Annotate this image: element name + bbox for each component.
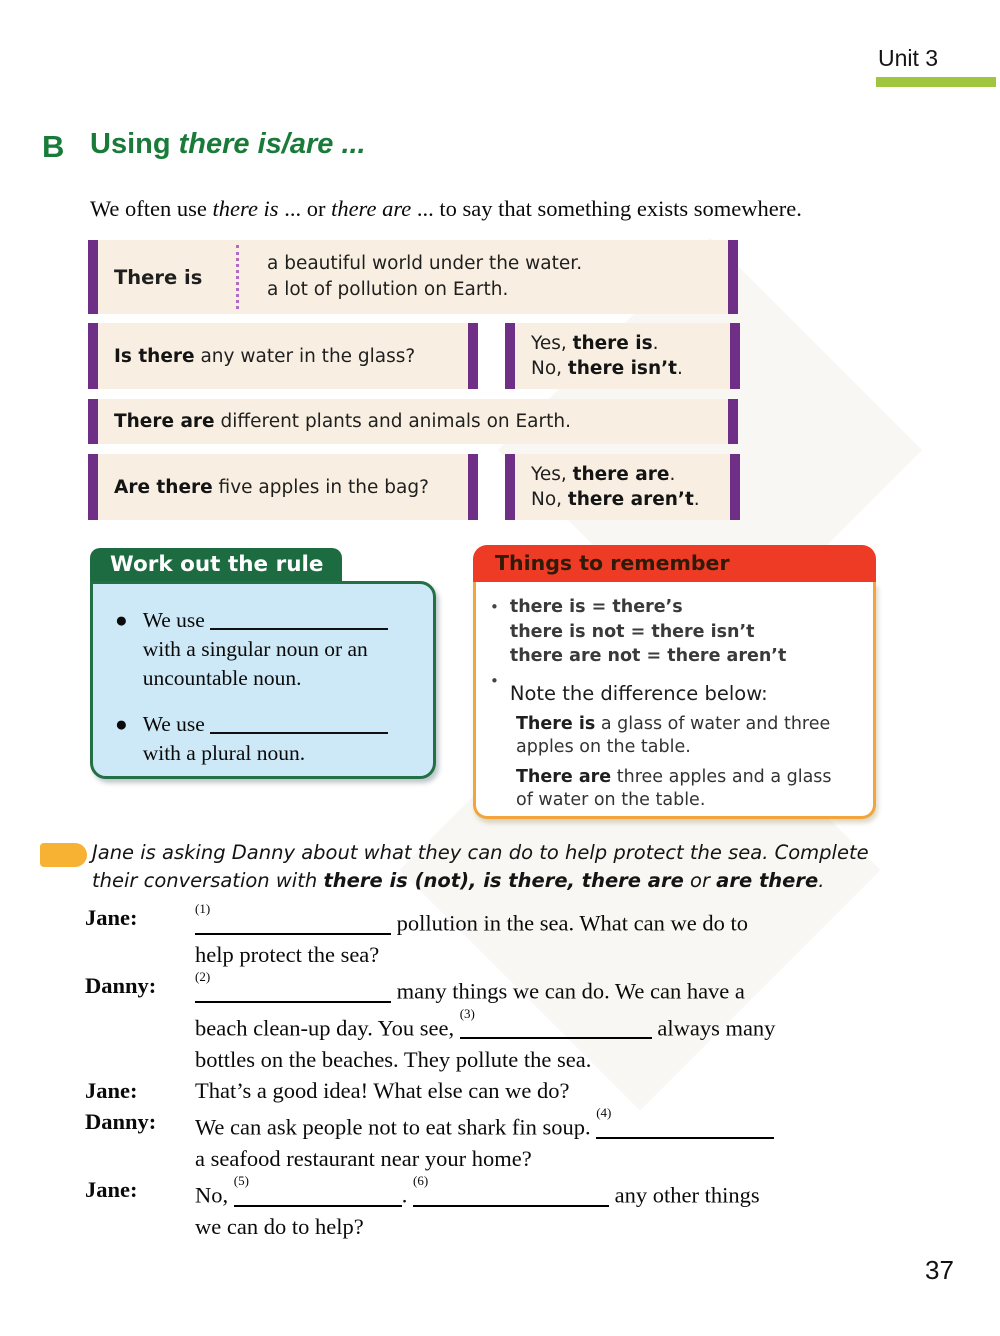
page-number: 37 <box>925 1255 954 1285</box>
dialogue-row: beach clean-up day. You see, $^{(3)}$ always many <box>85 1007 935 1044</box>
exercise-instruction: Jane is asking Danny about what they can do to help protect the sea. Complete their conversation with there is (not), is there, there are or are there. <box>92 841 869 892</box>
example-line: a beautiful world under the water. <box>267 253 583 274</box>
grammar-row-there-are: There are different plants and animals on Earth. <box>88 399 738 444</box>
contraction-line: there is = there’s <box>509 597 683 617</box>
bullet-dot: ● <box>115 712 128 736</box>
purple-bar <box>88 240 98 314</box>
purple-bar <box>728 240 738 314</box>
speaker-label: Danny: <box>85 1109 157 1135</box>
speaker-label: Jane: <box>85 1077 138 1103</box>
dialogue-row: Jane: $^{(1)}$ pollution in the sea. What can we do to <box>85 902 935 939</box>
work-out-rule-header: Work out the rule <box>90 548 342 581</box>
blank-number: (6) <box>413 1173 429 1189</box>
speaker-label: Jane: <box>85 1177 138 1203</box>
grammar-row-there-is <box>88 240 738 314</box>
dotted-divider <box>236 245 239 309</box>
bullet-dot: ● <box>115 608 128 632</box>
bullet-dot: • <box>490 671 499 690</box>
answer-blank-4[interactable] <box>596 1115 774 1139</box>
answer-blank-1[interactable] <box>195 911 391 935</box>
purple-bar <box>505 454 515 520</box>
contraction-list <box>490 595 847 669</box>
note-title: Note the difference below: <box>509 681 768 705</box>
blank-number: (2) <box>195 969 211 985</box>
grammar-row-are-there: Are there five apples in the bag? <box>88 454 478 520</box>
dialogue-row: Danny: We can ask people not to eat shark fin soup. $^{(4)}$ <box>85 1106 935 1143</box>
grammar-row-is-there: Is there any water in the glass? <box>88 323 478 389</box>
note-sentence: There are three apples and a glass of water on the table. <box>516 766 832 810</box>
speaker-label: Jane: <box>85 905 138 930</box>
blank-number: (5) <box>233 1173 249 1189</box>
answer-box-is: Yes, there is. No, there isn’t. <box>505 323 740 389</box>
dialogue-row: Jane: That’s a good idea! What else can we do? <box>85 1075 935 1106</box>
rule-bullet: ● We use with a singular noun or an uncountable noun. <box>115 606 421 693</box>
dialogue-row: Jane: No, $^{(5)}$. $^{(6)}$ any other things <box>85 1174 935 1211</box>
blank-number: (4) <box>596 1105 612 1121</box>
purple-bar <box>730 454 740 520</box>
grammar-cell-subject: There is <box>114 265 203 289</box>
things-to-remember-box <box>473 545 876 819</box>
answer-box-are: Yes, there are. No, there aren’t. <box>505 454 740 520</box>
answer-blank-3[interactable] <box>460 1015 652 1039</box>
rule-blank-2[interactable] <box>210 712 388 734</box>
contraction-line: there are not = there aren’t <box>509 646 787 666</box>
bullet-dot: • <box>490 598 499 616</box>
blank-number: (1) <box>195 901 211 916</box>
unit-underline-bar <box>876 77 996 87</box>
grammar-cell-examples <box>267 251 582 303</box>
note-sentence: There is a glass of water and three apples on the table. <box>516 713 831 757</box>
speaker-label: Danny: <box>85 973 157 999</box>
purple-bar <box>88 399 98 444</box>
contraction-line: there is not = there isn’t <box>509 621 755 642</box>
purple-bar <box>505 323 515 389</box>
answer-blank-2[interactable] <box>195 979 391 1003</box>
dialogue-row: help protect the sea? <box>195 941 380 967</box>
purple-bar <box>730 323 740 389</box>
purple-bar <box>728 399 738 444</box>
dialogue-row: bottles on the beaches. They pollute the sea. <box>195 1046 592 1072</box>
rule-bullet: ● We use with a plural noun. <box>115 710 421 768</box>
section-title: Using there is/are ... <box>90 128 366 160</box>
dialogue-row: we can do to help? <box>195 1214 364 1240</box>
exercise-marker-icon <box>40 843 87 867</box>
things-to-remember-header: Things to remember <box>473 545 876 582</box>
unit-label: Unit 3 <box>878 45 939 71</box>
purple-bar <box>88 454 98 520</box>
example-line: a lot of pollution on Earth. <box>267 279 509 300</box>
dialogue-row: Danny: $^{(2)}$ many things we can do. We can have a <box>85 970 935 1007</box>
rule-blank-1[interactable] <box>210 608 388 630</box>
answer-blank-6[interactable] <box>413 1183 609 1207</box>
dialogue <box>85 902 935 1242</box>
section-letter: B <box>42 129 65 164</box>
purple-bar <box>468 454 478 520</box>
blank-number: (3) <box>459 1005 475 1021</box>
work-out-rule-box <box>90 581 436 779</box>
purple-bar <box>468 323 478 389</box>
dialogue-row: a seafood restaurant near your home? <box>195 1146 532 1172</box>
purple-bar <box>88 323 98 389</box>
section-intro: We often use there is ... or there are ... to say that something exists somewhere. <box>90 195 802 221</box>
